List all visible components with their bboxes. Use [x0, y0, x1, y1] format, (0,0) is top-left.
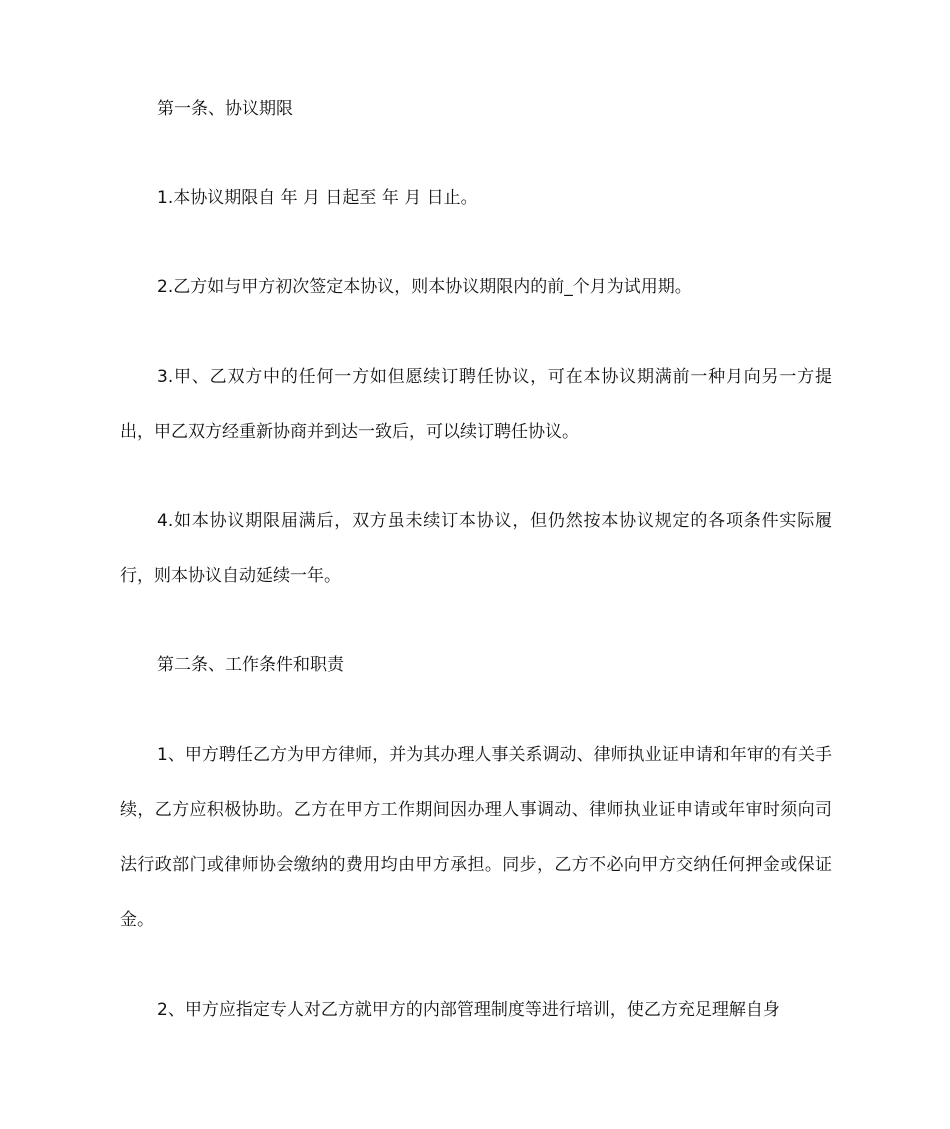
paragraph-probation: 2.乙方如与甲方初次签定本协议，则本协议期限内的前_个月为试用期。: [157, 277, 692, 297]
article-1-heading: 第一条、协议期限: [157, 99, 293, 119]
paragraph-auto-extension: 4.如本协议期限届满后，双方虽未续订本协议，但仍然按本协议规定的各项条件实际履行，则本协议自动延续一年。: [120, 511, 832, 586]
paragraph-training: 2、甲方应指定专人对乙方就甲方的内部管理制度等进行培训，使乙方充足理解自身: [157, 1000, 780, 1020]
article-2-heading: 第二条、工作条件和职责: [157, 655, 344, 675]
paragraph-appointment: 1、甲方聘任乙方为甲方律师，并为其办理人事关系调动、律师执业证申请和年审的有关手续，乙方应积极协助。乙方在甲方工作期间因办理人事调动、律师执业证申请或年审时须向司法行政部门或律师协会缴纳的费用均由甲方承担。同步，乙方不必向甲方交纳任何押金或保证金。: [120, 745, 832, 930]
paragraph-renewal: 3.甲、乙双方中的任何一方如但愿续订聘任协议，可在本协议期满前一种月向另一方提出，甲乙双方经重新协商并到达一致后，可以续订聘任协议。: [120, 367, 832, 442]
paragraph-term-dates: 1.本协议期限自 年 月 日起至 年 月 日止。: [157, 188, 478, 208]
